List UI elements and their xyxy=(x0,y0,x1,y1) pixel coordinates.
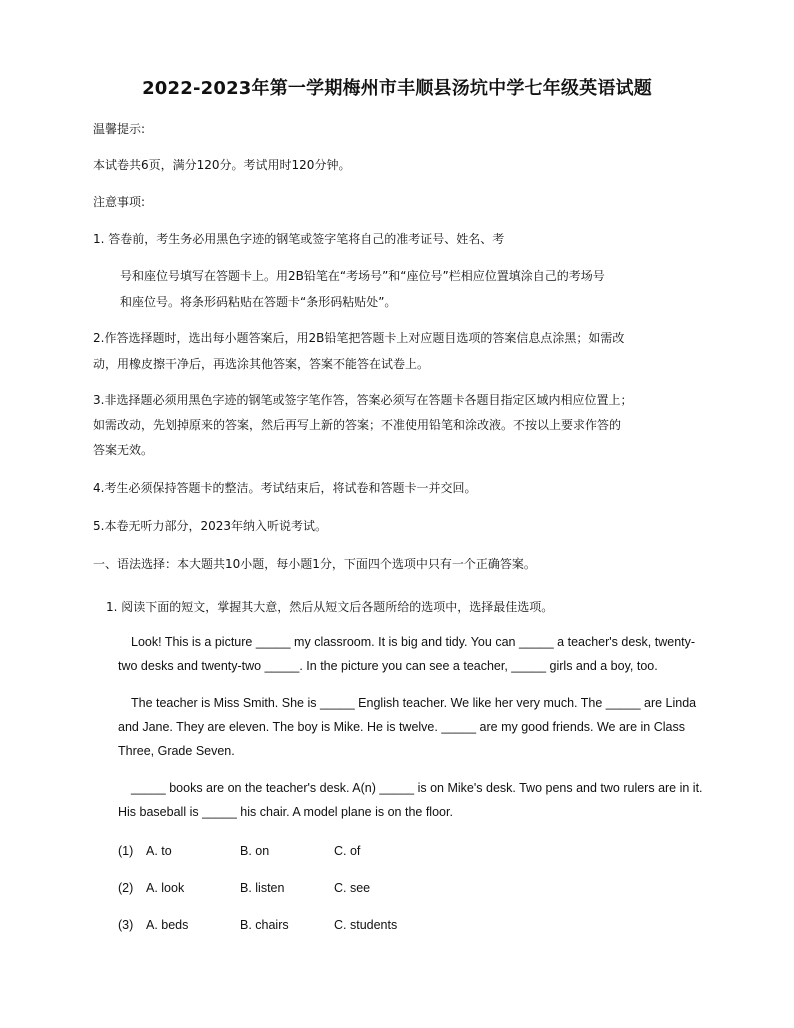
option-c: C. see xyxy=(334,881,371,895)
tips-heading: 温馨提示: xyxy=(93,122,146,136)
note-2-line-1: 2.作答选择题时，选出每小题答案后，用2B铅笔把答题卡上对应题目选项的答案信息点涂黑；如需改 xyxy=(93,331,625,345)
note-1-line-1: 1. 答卷前，考生务必用黑色字迹的钢笔或签字笔将自己的准考证号、姓名、考 xyxy=(93,232,505,246)
option-b: B. listen xyxy=(240,881,285,895)
option-b: B. on xyxy=(240,844,270,858)
passage-p3-line-1: _____ books are on the teacher's desk. A(n) _____ is on Mike's desk. Two pens and two rulers are in it. xyxy=(131,781,703,795)
section-1-heading: 一、语法选择：本大题共10小题，每小题1分，下面四个选项中只有一个正确答案。 xyxy=(93,557,536,571)
option-c: C. students xyxy=(334,918,398,932)
note-4: 4.考生必须保持答题卡的整洁。考试结束后，将试卷和答题卡一并交回。 xyxy=(93,481,477,495)
note-5: 5.本卷无听力部分，2023年纳入听说考试。 xyxy=(93,519,327,533)
note-1-line-3: 和座位号。将条形码粘贴在答题卡“条形码粘贴处”。 xyxy=(120,295,397,309)
note-1-line-2: 号和座位号填写在答题卡上。用2B铅笔在“考场号”和“座位号”栏相应位置填涂自己的考场号 xyxy=(120,269,605,283)
note-2-line-2: 动，用橡皮擦干净后，再选涂其他答案，答案不能答在试卷上。 xyxy=(93,357,430,371)
note-3-line-2: 如需改动，先划掉原来的答案，然后再写上新的答案；不准使用铅笔和涂改液。不按以上要求作答的 xyxy=(93,418,622,432)
passage-p3-line-2: His baseball is _____ his chair. A model plane is on the floor. xyxy=(118,805,453,819)
option-a: A. to xyxy=(146,844,172,858)
passage-p2-line-1: The teacher is Miss Smith. She is _____ English teacher. We like her very much. The _____ are Linda xyxy=(131,696,697,710)
option-number: (2) xyxy=(118,881,134,895)
passage-p1-line-2: two desks and twenty-two _____. In the picture you can see a teacher, _____ girls and a boy, too. xyxy=(118,659,658,673)
option-a: A. look xyxy=(146,881,185,895)
option-number: (3) xyxy=(118,918,134,932)
option-c: C. of xyxy=(334,844,361,858)
question-1-instruction: 1. 阅读下面的短文，掌握其大意，然后从短文后各题所给的选项中，选择最佳选项。 xyxy=(106,600,554,614)
passage-p1-line-1: Look! This is a picture _____ my classroom. It is big and tidy. You can _____ a teacher's desk, twenty- xyxy=(131,635,696,649)
exam-title: 2022-2023年第一学期梅州市丰顺县汤坑中学七年级英语试题 xyxy=(142,78,652,99)
note-3-line-1: 3.非选择题必须用黑色字迹的钢笔或签字笔作答，答案必须写在答题卡各题目指定区域内相应位置上； xyxy=(93,393,633,407)
notes-heading: 注意事项: xyxy=(93,195,146,209)
option-b: B. chairs xyxy=(240,918,289,932)
passage-p2-line-3: Three, Grade Seven. xyxy=(118,744,235,758)
option-number: (1) xyxy=(118,844,134,858)
option-a: A. beds xyxy=(146,918,189,932)
note-3-line-3: 答案无效。 xyxy=(93,443,154,457)
passage-p2-line-2: and Jane. They are eleven. The boy is Mike. He is twelve. _____ are my good friends. We are in Class xyxy=(118,720,685,734)
tips-line: 本试卷共6页，满分120分。考试用时120分钟。 xyxy=(93,158,351,172)
